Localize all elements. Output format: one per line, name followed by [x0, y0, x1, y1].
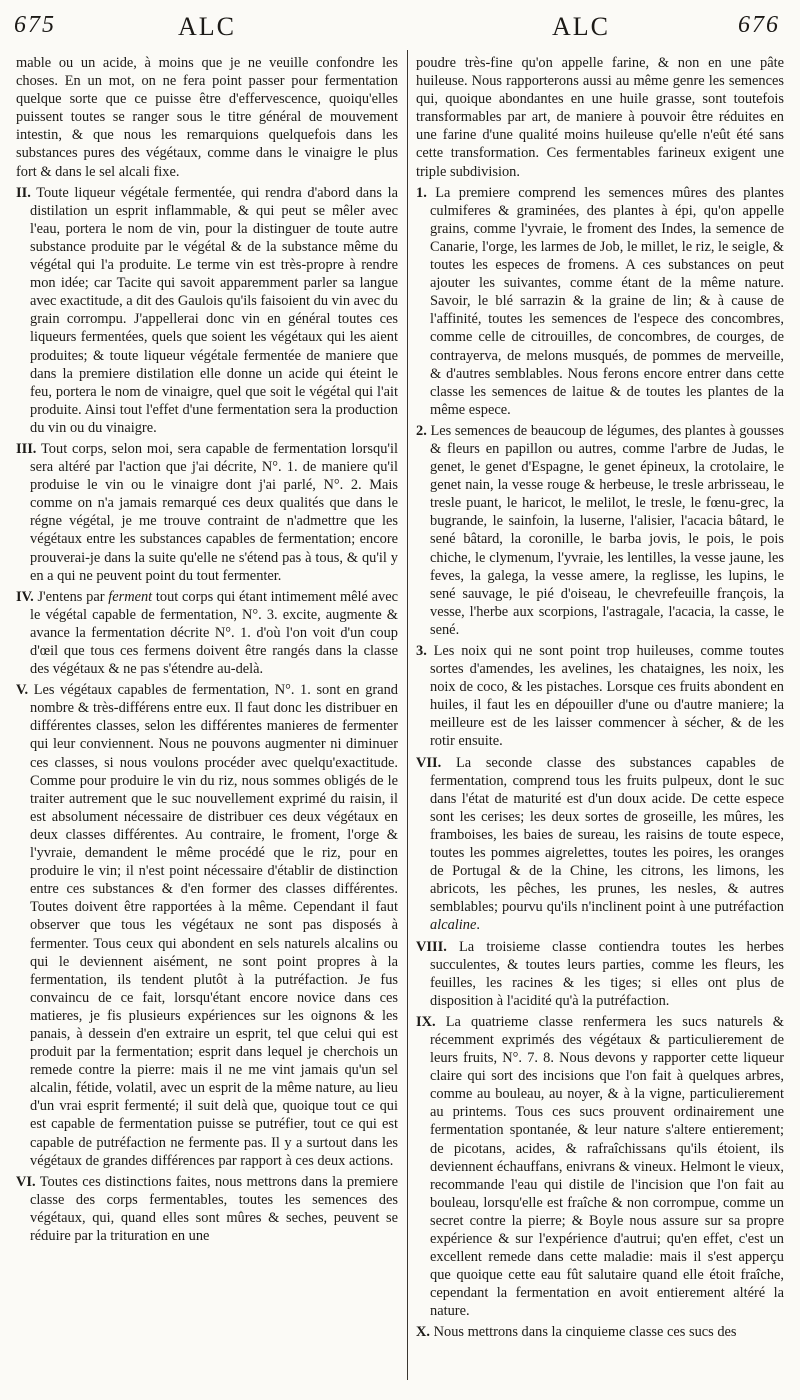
- paragraph-vi: [16, 1173, 398, 1245]
- paragraph-vii: [416, 754, 784, 935]
- paragraph-viii: [416, 938, 784, 1010]
- section-number: V.: [16, 682, 29, 699]
- page-number-left: 675: [14, 12, 56, 38]
- paragraph-text: .: [476, 917, 480, 934]
- subdivision-number: 1.: [416, 184, 427, 201]
- page-number-right: 676: [738, 12, 780, 38]
- paragraph-text: La troisieme classe contiendra toutes les herbes succulentes, & toutes leurs parties, comme les fleurs, les feuilles, les racines & les tiges; si elles ont plus de disposition à l'acidité qu'à la putréfaction.: [430, 938, 784, 1009]
- paragraph-text: Nous mettrons dans la cinquieme classe ces sucs des: [433, 1324, 737, 1341]
- column-divider: [407, 50, 408, 1380]
- subdivision-2: [416, 422, 784, 639]
- paragraph-v: [16, 681, 398, 1170]
- section-number: IV.: [16, 588, 34, 605]
- paragraph-ii: [16, 184, 398, 437]
- paragraph-text: Toutes ces distinctions faites, nous mettrons dans la premiere classe des corps fermentables, toutes les semences des végétaux, qui, quand elles sont mûres & seches, peuvent se réduire par la trituration en une: [30, 1173, 398, 1244]
- running-header: [0, 6, 800, 50]
- subdivision-1: [416, 184, 784, 419]
- running-head-left: ALC: [178, 12, 236, 41]
- section-number: VIII.: [416, 938, 447, 955]
- right-column: [416, 54, 784, 1345]
- paragraph-x: [416, 1323, 784, 1341]
- paragraph-text: Les végétaux capables de fermentation, N°. 1. sont en grand nombre & très-différens entre eux. Il faut donc les distribuer en différentes classes, selon les différentes manieres de fermenter qui leur conviennent. Nous ne pouvons augmenter ni diminuer ces classes, si nous voulons procéder avec quelqu'exactitude. Comme pour produire le vin du riz, nous sommes obligés de le traiter autrement que le suc nouvellement exprimé du raisin, il est absolument nécessaire de distribuer ces deux végétaux en deux classes différentes. Au contraire, le froment, l'orge & l'yvraie, demandent le même procédé que le riz, pour en produire le vin; il n'est point nécessaire d'établir de distinction entre ces substances & d'en former des classes différentes. Toutes doivent être rapportées à la même. Cependant il faut observer que tous les végétaux ne sont pas disposés à fermenter. Tous ceux qui abondent en sels naturels alcalins ou qui le deviennent aisément, ne sont point propres à la fermentation, ils tendent plutôt à la putréfaction. Je fus convaincu de ce fait, lorsqu'étant encore novice dans ces matieres, je fis plusieurs expériences sur les oignons & les panais, à dessein d'en extraire un esprit, tel que celui qui est produit par la fermentation; esprit dans lequel je cherchois un remede contre la pierre: mais il ne me vint jamais qu'un sel alcalin, fétide, volatil, avec un esprit de la même nature, au lieu d'un vrai esprit fermenté; il suit delà que, quoique tout ce qui est capable de fermentation puisse se putréfier, tout ce qui est capable de putréfaction ne fermente pas. Il y a surtout dans les végétaux de grandes différences par rapport à ces deux actions.: [30, 682, 398, 1169]
- paragraph-text: Tout corps, selon moi, sera capable de fermentation lorsqu'il sera altéré par l'action que j'ai décrite, N°. 1. de maniere qu'il produise le vin ou le vinaigre dont j'ai parlé, N°. 2. Mais comme on n'a jamais remarqué ces deux qualités que dans le régne végétal, je me trouve contraint de n'admettre que les végétaux entre les substances capables de fermentation; encore prouverai-je dans la suite qu'elle ne s'étend pas à tous, & qu'il y en a qui ne peuvent point du tout fermenter.: [30, 440, 398, 584]
- paragraph-text: tout corps qui étant intimement mêlé avec le végétal capable de fermentation, N°. 3. excite, augmente & avance la fermentation décrite N°. 1. d'où l'on voit d'un coup d'œil que tous ces fermens doivent être rangés dans la classe des végétaux & ne pas s'étendre au-delà.: [30, 588, 398, 678]
- paragraph-text: La premiere comprend les semences mûres des plantes culmiferes & graminées, des plantes à épi, qu'on appelle grains, comme l'yvraie, le froment des Indes, la semence de Canarie, l'orge, les larmes de Job, le millet, le riz, le seigle, & toutes les especes de fromens. A ces substances on peut ajouter les suivantes, comme étant de la même nature. Savoir, le blé sarrazin & la graine de lin; & à cause de l'affinité, toutes les semences de l'espece des concombres, comme celle de citrouilles, de concombres, de courges, de contrayerva, de melons musqués, de pommes de merveille, & d'autres semblables. Nous ferons encore entrer dans cette classe les semences de laitue & de toutes les plantes de la même espece.: [430, 184, 784, 418]
- section-number: X.: [416, 1324, 430, 1341]
- paragraph-text: La seconde classe des substances capables de fermentation, comprend tous les fruits pulpeux, dont le suc dans l'état de maturité est d'un doux acide. De cette espece sont les cerises; les deux sortes de groseille, les mûres, les framboises, les baies de sureau, les raisins de toute espece, toutes les pommes aigrelettes, toutes les poires, les oranges de Portugal & de la Chine, les citrons, les limons, les abricots, les pêches, les prunes, les nesles, & autres semblables; pourvu qu'ils n'inclinent point à une putréfaction: [430, 754, 784, 916]
- paragraph-ix: [416, 1013, 784, 1321]
- paragraph-iii: [16, 440, 398, 585]
- paragraph-text: Les noix qui ne sont point trop huileuses, comme toutes sortes d'amendes, les avelines, les chataignes, les noix, les noix de coco, & les pistaches. Lorsque ces fruits abondent en huiles, il faut les en dépouiller d'une ou d'autre maniere; la meilleure est de les laisser commencer à sécher, & de les rotir ensuite.: [430, 643, 784, 750]
- subdivision-number: 3.: [416, 643, 427, 659]
- paragraph-continuation: mable ou un acide, à moins que je ne veuille confondre les choses. En un mot, on ne fera point passer pour fermentation quelque sorte que ce puisse être d'effervescence, quoiqu'elles puissent toutes se ranger sous le titre général de mouvement intestin, & que nous les remarquions quelquefois dans les substances pures des végétaux, comme dans le vinaigre le plus fort & dans le sel alcali fixe.: [16, 55, 398, 180]
- section-number: III.: [16, 440, 37, 457]
- running-head-right: ALC: [552, 12, 610, 41]
- section-number: II.: [16, 184, 31, 201]
- paragraph-iv: [16, 588, 398, 678]
- italic-term: alcaline: [430, 917, 477, 934]
- paragraph-text: Toute liqueur végétale fermentée, qui rendra d'abord dans la distilation un esprit inflammable, & qui peut se mêler avec l'eau, portera le nom de vin, pour la distinguer de toute autre substance produite par le végétal & de la substance même du végétal qui l'a produite. Le terme vin est très-propre à rendre mon idée; car Tacite qui savoit apparemment parler sa langue avec exactitude, a dit des Gaulois qu'ils faisoient du vin avec du grain corrompu. J'appellerai donc vin en général toutes ces liqueurs fermentées, quels que soient les végétaux qui les aient produites; & toute liqueur végétale fermentée de maniere que dans la premiere distilation elle donne un acide qui éteint le feu, portera le nom de vinaigre, quel que soit le végétal qui l'ait produite. Ainsi tout l'effet d'une fermentation sera la production du vin ou du vinaigre.: [30, 184, 398, 436]
- section-number: IX.: [416, 1013, 436, 1030]
- section-number: VII.: [416, 754, 442, 771]
- subdivision-number: 2.: [416, 422, 427, 439]
- paragraph-continuation: poudre très-fine qu'on appelle farine, & non en une pâte huileuse. Nous rapporterons aussi au même genre les semences qui, quoique abondantes en une huile grasse, sont toutefois transformables par art, de maniere à pouvoir être réduites en une farine d'une qualité moins huileuse qu'elle n'eût été sans cette transformation. Ces fermentables farineux exigent une triple subdivision.: [416, 55, 784, 180]
- subdivision-3: [416, 642, 784, 751]
- section-number: VI.: [16, 1173, 36, 1190]
- paragraph-text: La quatrieme classe renfermera les sucs naturels & récemment exprimés des végétaux & particulierement de leurs fruits, N°. 7. 8. Nous devons y rapporter cette liqueur claire qui sort des incisions que l'on fait à quelques arbres, comme au bouleau, au noyer, & à la vigne, particulierement au printems. Tous ces sucs prouvent ordinairement une fermentation spontanée, & leur nature s'altere entierement; de picotans, acides, & rafraîchissans qu'ils étoient, ils deviennent échauffans, enivrans & vineux. Helmont le vieux, recommande l'eau qui distile de l'incision que l'on fait au bouleau, lorsqu'elle est fraîche & non corrompue, comme un secret contre la pierre; & Boyle nous assure sur sa propre expérience & sur l'expérience d'autrui; qu'en effet, c'est un excellent remede dans cette maladie: mais il s'est apperçu que quoique cette eau fût salutaire quand elle étoit fraîche, cependant la fermentation en avoit entierement altéré la nature.: [430, 1013, 784, 1320]
- left-column: [16, 54, 398, 1248]
- paragraph-text: J'entens par: [37, 588, 109, 605]
- paragraph-text: Les semences de beaucoup de légumes, des plantes à gousses & fleurs en papillon ou autres, comme l'arbre de Judas, le genet, le genet d'Espagne, le genet épineux, la crotolaire, le genet nain, la vesse rouge & herbeuse, le tresle arbrisseau, le tresle puant, le haricot, le melilot, le tresle, le fœnu-grec, la bugrande, le sainfoin, la luserne, l'alisier, l'acacia bâtard, le sené bâtard, la coronille, le barba jovis, le pois, le pois chiche, le clymenum, l'yvraie, les lentilles, la vesse jaune, les feves, la galega, la vesse amere, la reglisse, les lupins, le sené sauvage, le pié d'oiseau, le chevrefeuille françois, la vesse, l'herbe aux scorpions, l'astragale, l'acacia, la casse, le sené.: [430, 422, 784, 638]
- italic-term: ferment: [108, 588, 153, 605]
